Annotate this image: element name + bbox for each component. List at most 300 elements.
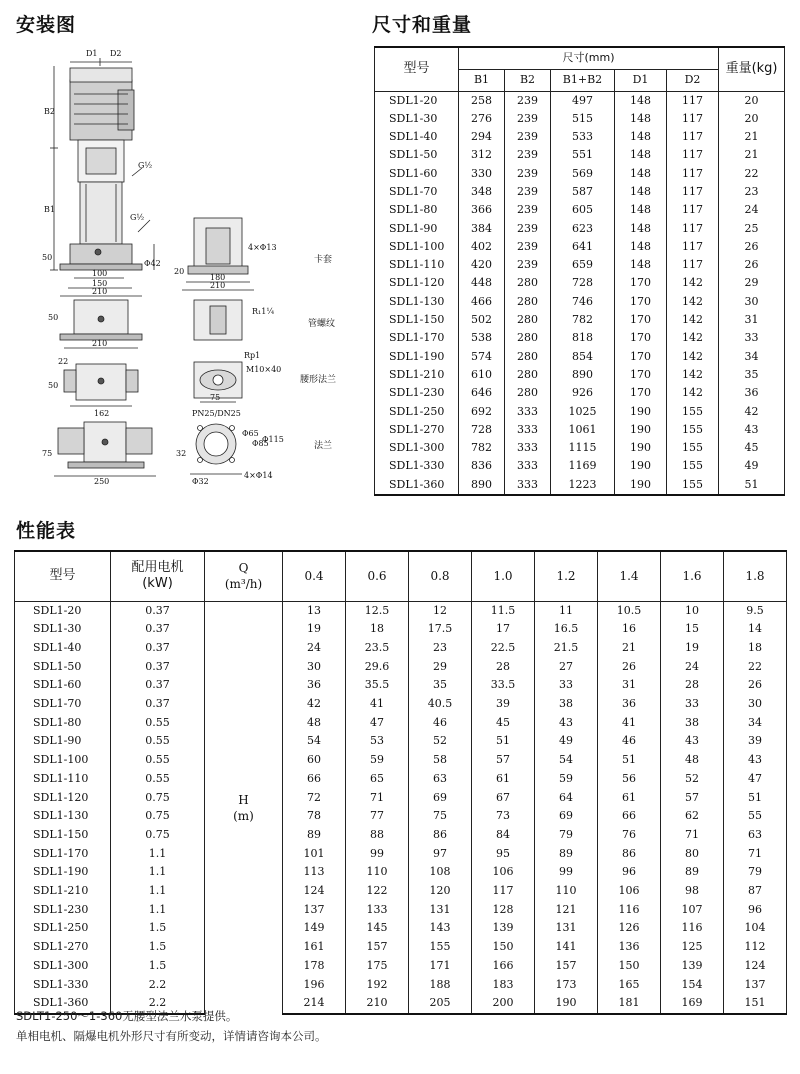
- table-cell: 466: [459, 293, 505, 311]
- label-phi32: Φ32: [192, 477, 209, 486]
- dim-subheader: D2: [667, 69, 719, 91]
- motor-cell: 0.37: [111, 658, 205, 677]
- table-row: [15, 938, 787, 957]
- perf-flow-header: 1.2: [535, 551, 598, 601]
- head-value-cell: 16.5: [535, 620, 598, 639]
- table-cell: 610: [459, 366, 505, 384]
- motor-cell: 0.55: [111, 732, 205, 751]
- table-row: [375, 293, 785, 311]
- model-cell: SDL1-330: [375, 457, 459, 475]
- table-row: [15, 601, 787, 620]
- model-cell: SDL1-100: [15, 751, 111, 770]
- table-cell: 312: [459, 146, 505, 164]
- head-value-cell: 110: [535, 882, 598, 901]
- table-cell: 35: [719, 366, 785, 384]
- head-value-cell: 26: [724, 676, 787, 695]
- table-row: [15, 620, 787, 639]
- table-cell: 1061: [551, 421, 615, 439]
- table-row: [375, 348, 785, 366]
- label-rp1: Rp1: [244, 351, 261, 360]
- head-value-cell: 33: [535, 676, 598, 695]
- table-cell: 155: [667, 421, 719, 439]
- dim-subheader: B2: [505, 69, 551, 91]
- head-value-cell: 149: [283, 919, 346, 938]
- head-value-cell: 143: [409, 919, 472, 938]
- table-cell: 641: [551, 238, 615, 256]
- perf-flow-header: 0.8: [409, 551, 472, 601]
- table-cell: 420: [459, 256, 505, 274]
- table-row: [375, 311, 785, 329]
- head-value-cell: 21: [598, 639, 661, 658]
- head-value-cell: 17: [472, 620, 535, 639]
- model-cell: SDL1-110: [15, 770, 111, 789]
- table-row: [15, 658, 787, 677]
- head-label-line2: (m): [233, 808, 254, 823]
- table-row: [15, 639, 787, 658]
- table-cell: 366: [459, 201, 505, 219]
- connection-type-1: 卡套: [314, 255, 333, 265]
- model-cell: SDL1-170: [375, 329, 459, 347]
- table-cell: 42: [719, 403, 785, 421]
- dimensions-table-body: [375, 91, 785, 495]
- head-value-cell: 33: [661, 695, 724, 714]
- head-value-cell: 196: [283, 976, 346, 995]
- table-cell: 239: [505, 146, 551, 164]
- head-value-cell: 97: [409, 845, 472, 864]
- head-value-cell: 66: [283, 770, 346, 789]
- head-value-cell: 79: [535, 826, 598, 845]
- label-G-half-top: G½: [138, 161, 153, 170]
- head-value-cell: 10.5: [598, 601, 661, 620]
- head-value-cell: 88: [346, 826, 409, 845]
- dim-subheader: B1: [459, 69, 505, 91]
- table-cell: 605: [551, 201, 615, 219]
- head-value-cell: 41: [346, 695, 409, 714]
- table-cell: 551: [551, 146, 615, 164]
- model-cell: SDL1-50: [375, 146, 459, 164]
- pump-base: [70, 244, 132, 264]
- install-heading: 安装图: [16, 14, 77, 36]
- table-row: [375, 183, 785, 201]
- head-value-cell: 63: [409, 770, 472, 789]
- table-cell: 190: [615, 439, 667, 457]
- head-value-cell: 71: [724, 845, 787, 864]
- head-value-cell: 121: [535, 901, 598, 920]
- head-value-cell: 210: [346, 994, 409, 1014]
- model-cell: SDL1-230: [375, 384, 459, 402]
- table-cell: 890: [459, 476, 505, 495]
- head-value-cell: 96: [598, 863, 661, 882]
- head-value-cell: 71: [661, 826, 724, 845]
- head-value-cell: 145: [346, 919, 409, 938]
- head-value-cell: 157: [535, 957, 598, 976]
- motor-cell: 0.37: [111, 601, 205, 620]
- head-value-cell: 67: [472, 789, 535, 808]
- table-cell: 239: [505, 110, 551, 128]
- head-value-cell: 137: [724, 976, 787, 995]
- head-value-cell: 106: [472, 863, 535, 882]
- model-cell: SDL1-70: [375, 183, 459, 201]
- label-dim-180: 180: [210, 273, 226, 282]
- table-cell: 148: [615, 146, 667, 164]
- motor-cell: 0.55: [111, 751, 205, 770]
- model-cell: SDL1-210: [375, 366, 459, 384]
- table-cell: 117: [667, 183, 719, 201]
- head-value-cell: 122: [346, 882, 409, 901]
- label-dim-50: 50: [42, 253, 53, 262]
- head-value-cell: 12.5: [346, 601, 409, 620]
- table-cell: 142: [667, 293, 719, 311]
- head-value-cell: 116: [661, 919, 724, 938]
- table-row: [15, 770, 787, 789]
- head-value-cell: 75: [409, 807, 472, 826]
- table-row: [375, 91, 785, 110]
- head-value-cell: 77: [346, 807, 409, 826]
- head-value-cell: 108: [409, 863, 472, 882]
- table-cell: 155: [667, 457, 719, 475]
- head-value-cell: 51: [472, 732, 535, 751]
- table-cell: 155: [667, 476, 719, 495]
- table-cell: 148: [615, 110, 667, 128]
- model-cell: SDL1-360: [375, 476, 459, 495]
- table-row: [15, 807, 787, 826]
- table-cell: 36: [719, 384, 785, 402]
- table-cell: 538: [459, 329, 505, 347]
- table-row: [15, 714, 787, 733]
- table-row: [15, 882, 787, 901]
- dim-subheader: D1: [615, 69, 667, 91]
- head-value-cell: 157: [346, 938, 409, 957]
- table-cell: 239: [505, 238, 551, 256]
- table-cell: 1223: [551, 476, 615, 495]
- table-cell: 333: [505, 421, 551, 439]
- head-value-cell: 128: [472, 901, 535, 920]
- model-cell: SDL1-250: [15, 919, 111, 938]
- table-cell: 782: [551, 311, 615, 329]
- head-value-cell: 24: [283, 639, 346, 658]
- dim-size-header: 尺寸(mm): [459, 47, 719, 69]
- head-value-cell: 35.5: [346, 676, 409, 695]
- perf-q-header-line1: Q: [238, 561, 249, 576]
- table-cell: 117: [667, 91, 719, 110]
- head-value-cell: 53: [346, 732, 409, 751]
- label-dim-250: 250: [94, 477, 110, 486]
- model-cell: SDL1-120: [15, 789, 111, 808]
- table-cell: 239: [505, 201, 551, 219]
- model-cell: SDL1-100: [375, 238, 459, 256]
- table-cell: 502: [459, 311, 505, 329]
- dim-weight-header: 重量(kg): [719, 47, 785, 91]
- motor-cell: 1.1: [111, 901, 205, 920]
- label-dim-20: 20: [174, 267, 185, 276]
- table-cell: 333: [505, 476, 551, 495]
- perf-flow-header: 0.4: [283, 551, 346, 601]
- head-value-cell: 112: [724, 938, 787, 957]
- table-cell: 587: [551, 183, 615, 201]
- head-value-cell: 18: [346, 620, 409, 639]
- table-cell: 142: [667, 348, 719, 366]
- table-row: [375, 256, 785, 274]
- table-cell: 497: [551, 91, 615, 110]
- table-cell: 818: [551, 329, 615, 347]
- table-cell: 148: [615, 256, 667, 274]
- head-value-cell: 23.5: [346, 639, 409, 658]
- head-value-cell: 54: [283, 732, 346, 751]
- head-value-cell: 200: [472, 994, 535, 1014]
- table-cell: 148: [615, 220, 667, 238]
- head-value-cell: 66: [598, 807, 661, 826]
- head-value-cell: 38: [661, 714, 724, 733]
- table-row: [15, 751, 787, 770]
- head-value-cell: 29: [409, 658, 472, 677]
- head-value-cell: 45: [472, 714, 535, 733]
- head-value-cell: 101: [283, 845, 346, 864]
- table-cell: 448: [459, 274, 505, 292]
- table-cell: 280: [505, 384, 551, 402]
- table-cell: 34: [719, 348, 785, 366]
- head-value-cell: 16: [598, 620, 661, 639]
- model-cell: SDL1-40: [375, 128, 459, 146]
- connection-type-2: 管螺纹: [308, 319, 336, 329]
- table-cell: 142: [667, 329, 719, 347]
- head-value-cell: 19: [661, 639, 724, 658]
- model-cell: SDL1-270: [375, 421, 459, 439]
- label-dim-50b: 50: [48, 313, 59, 322]
- table-cell: 21: [719, 146, 785, 164]
- head-value-cell: 14: [724, 620, 787, 639]
- table-row: [15, 789, 787, 808]
- motor-cell: 0.37: [111, 676, 205, 695]
- table-row: [375, 238, 785, 256]
- head-value-cell: 150: [472, 938, 535, 957]
- performance-table: [14, 550, 787, 1015]
- table-cell: 142: [667, 384, 719, 402]
- head-value-cell: 38: [535, 695, 598, 714]
- head-value-cell: 214: [283, 994, 346, 1014]
- table-row: [375, 201, 785, 219]
- table-cell: 25: [719, 220, 785, 238]
- motor-cell: 2.2: [111, 994, 205, 1014]
- head-value-cell: 13: [283, 601, 346, 620]
- motor-cell: 0.55: [111, 714, 205, 733]
- head-value-cell: 28: [472, 658, 535, 677]
- perf-q-header-line2: (m³/h): [224, 577, 263, 592]
- table-cell: 170: [615, 329, 667, 347]
- model-cell: SDL1-50: [15, 658, 111, 677]
- table-cell: 117: [667, 165, 719, 183]
- dimensions-heading: 尺寸和重量: [372, 14, 473, 36]
- fan-cover: [70, 68, 132, 82]
- head-value-cell: 56: [598, 770, 661, 789]
- head-value-cell: 21.5: [535, 639, 598, 658]
- head-value-cell: 96: [724, 901, 787, 920]
- table-cell: 20: [719, 91, 785, 110]
- table-cell: 333: [505, 439, 551, 457]
- head-value-cell: 95: [472, 845, 535, 864]
- table-cell: 148: [615, 238, 667, 256]
- table-cell: 239: [505, 128, 551, 146]
- head-value-cell: 42: [283, 695, 346, 714]
- model-cell: SDL1-330: [15, 976, 111, 995]
- table-cell: 190: [615, 403, 667, 421]
- head-value-cell: 137: [283, 901, 346, 920]
- head-value-cell: 84: [472, 826, 535, 845]
- table-row: [15, 676, 787, 695]
- table-cell: 854: [551, 348, 615, 366]
- label-dim-210b: 210: [210, 281, 226, 290]
- table-cell: 515: [551, 110, 615, 128]
- head-value-cell: 99: [346, 845, 409, 864]
- model-cell: SDL1-300: [375, 439, 459, 457]
- table-cell: 190: [615, 457, 667, 475]
- model-cell: SDL1-230: [15, 901, 111, 920]
- table-cell: 280: [505, 348, 551, 366]
- model-cell: SDL1-250: [375, 403, 459, 421]
- table-cell: 142: [667, 311, 719, 329]
- perf-flow-header: 1.8: [724, 551, 787, 601]
- perf-motor-header-line1: 配用电机: [131, 560, 184, 576]
- table-cell: 728: [551, 274, 615, 292]
- head-value-cell: 54: [535, 751, 598, 770]
- table-cell: 23: [719, 183, 785, 201]
- head-value-cell: 169: [661, 994, 724, 1014]
- table-cell: 170: [615, 366, 667, 384]
- table-cell: 142: [667, 366, 719, 384]
- head-value-cell: 161: [283, 938, 346, 957]
- table-row: [15, 957, 787, 976]
- motor-cell: 1.5: [111, 957, 205, 976]
- table-cell: 190: [615, 476, 667, 495]
- motor-cell: 0.75: [111, 789, 205, 808]
- head-value-cell: 33.5: [472, 676, 535, 695]
- head-value-cell: 41: [598, 714, 661, 733]
- head-value-cell: 126: [598, 919, 661, 938]
- head-value-cell: 22: [724, 658, 787, 677]
- table-row: [375, 439, 785, 457]
- head-value-cell: 151: [724, 994, 787, 1014]
- head-value-cell: 116: [598, 901, 661, 920]
- table-cell: 623: [551, 220, 615, 238]
- label-dim-32: 32: [176, 449, 187, 458]
- head-column: [205, 601, 283, 1014]
- head-value-cell: 133: [346, 901, 409, 920]
- head-value-cell: 40.5: [409, 695, 472, 714]
- head-value-cell: 190: [535, 994, 598, 1014]
- head-value-cell: 175: [346, 957, 409, 976]
- table-cell: 1169: [551, 457, 615, 475]
- head-value-cell: 35: [409, 676, 472, 695]
- label-dim-100: 100: [92, 269, 108, 278]
- label-bolt-holes2: 4×Φ14: [244, 471, 273, 480]
- perf-q-header: [205, 551, 283, 601]
- label-dim-22: 22: [58, 357, 69, 366]
- perf-model-header: 型号: [15, 551, 111, 601]
- label-B2: B2: [44, 107, 55, 116]
- head-value-cell: 76: [598, 826, 661, 845]
- table-row: [375, 110, 785, 128]
- table-row: [375, 146, 785, 164]
- model-cell: SDL1-80: [375, 201, 459, 219]
- head-value-cell: 124: [724, 957, 787, 976]
- head-value-cell: 78: [283, 807, 346, 826]
- note-1: SDLT1-250～1-360无腰型法兰水泵提供。: [16, 1009, 238, 1023]
- head-value-cell: 61: [472, 770, 535, 789]
- head-value-cell: 49: [535, 732, 598, 751]
- table-cell: 239: [505, 165, 551, 183]
- head-value-cell: 48: [283, 714, 346, 733]
- label-bolt-holes: 4×Φ13: [248, 243, 277, 252]
- table-cell: 926: [551, 384, 615, 402]
- head-value-cell: 52: [661, 770, 724, 789]
- table-cell: 384: [459, 220, 505, 238]
- head-value-cell: 48: [661, 751, 724, 770]
- head-value-cell: 89: [661, 863, 724, 882]
- head-value-cell: 22.5: [472, 639, 535, 658]
- table-row: [15, 863, 787, 882]
- head-value-cell: 183: [472, 976, 535, 995]
- table-cell: 190: [615, 421, 667, 439]
- table-cell: 30: [719, 293, 785, 311]
- table-row: [375, 457, 785, 475]
- head-value-cell: 30: [283, 658, 346, 677]
- table-cell: 280: [505, 366, 551, 384]
- perf-flow-header: 1.6: [661, 551, 724, 601]
- label-phi65: Φ65: [242, 429, 259, 438]
- head-value-cell: 86: [598, 845, 661, 864]
- model-cell: SDL1-150: [15, 826, 111, 845]
- perf-flow-header: 1.4: [598, 551, 661, 601]
- table-row: [375, 403, 785, 421]
- model-cell: SDL1-190: [375, 348, 459, 366]
- table-cell: 239: [505, 91, 551, 110]
- head-value-cell: 26: [598, 658, 661, 677]
- model-cell: SDL1-130: [375, 293, 459, 311]
- head-value-cell: 57: [472, 751, 535, 770]
- model-cell: SDL1-170: [15, 845, 111, 864]
- model-cell: SDL1-300: [15, 957, 111, 976]
- head-value-cell: 141: [535, 938, 598, 957]
- perf-flow-header: 1.0: [472, 551, 535, 601]
- head-value-cell: 27: [535, 658, 598, 677]
- table-cell: 43: [719, 421, 785, 439]
- table-cell: 155: [667, 403, 719, 421]
- head-value-cell: 60: [283, 751, 346, 770]
- model-cell: SDL1-90: [15, 732, 111, 751]
- label-dim-75b: 75: [42, 449, 53, 458]
- table-cell: 239: [505, 220, 551, 238]
- head-value-cell: 131: [535, 919, 598, 938]
- model-cell: SDL1-360: [15, 994, 111, 1014]
- table-cell: 646: [459, 384, 505, 402]
- label-pn25: PN25/DN25: [192, 409, 241, 418]
- table-cell: 533: [551, 128, 615, 146]
- table-cell: 148: [615, 128, 667, 146]
- table-cell: 148: [615, 91, 667, 110]
- head-value-cell: 30: [724, 695, 787, 714]
- table-cell: 49: [719, 457, 785, 475]
- table-cell: 33: [719, 329, 785, 347]
- head-value-cell: 31: [598, 676, 661, 695]
- head-value-cell: 52: [409, 732, 472, 751]
- motor-cell: 0.55: [111, 770, 205, 789]
- head-value-cell: 89: [535, 845, 598, 864]
- table-row: [375, 165, 785, 183]
- head-value-cell: 205: [409, 994, 472, 1014]
- table-cell: 170: [615, 384, 667, 402]
- table-row: [375, 274, 785, 292]
- label-dim-210: 210: [92, 287, 108, 296]
- head-value-cell: 87: [724, 882, 787, 901]
